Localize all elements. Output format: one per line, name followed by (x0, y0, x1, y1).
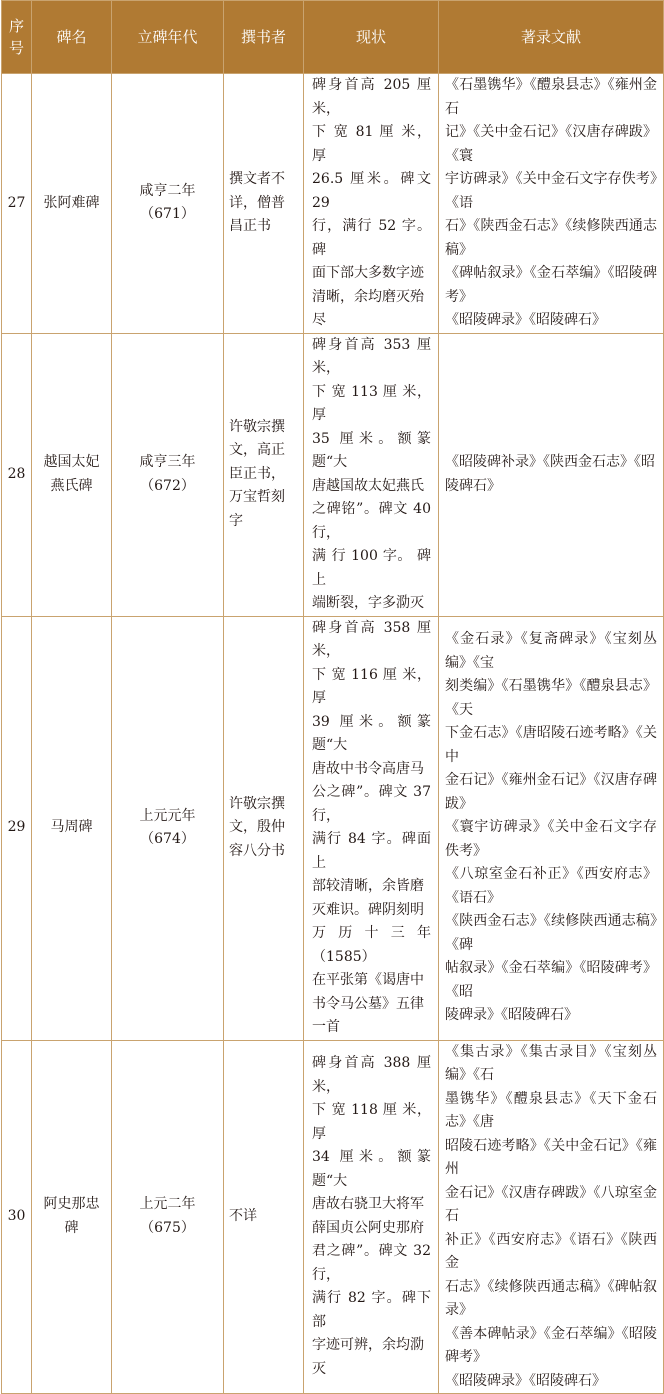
text-line: 容八分书 (229, 842, 285, 859)
text-line: 清晰，余均磨灭殆 (312, 288, 424, 305)
header-status: 现状 (304, 1, 439, 74)
text-line: 金石记》《汉唐存碑跋》《八琼室金石 (445, 1184, 657, 1224)
text-line: 君之碑”。碑文 32 行， (312, 1243, 431, 1283)
table-row (2, 616, 664, 1040)
text-line: 昭陵石迹考略》《关中金石记》《雍州 (445, 1137, 657, 1177)
text-line: 许敬宗撰 (229, 795, 285, 812)
text-line: 唐故中书令高唐马 (312, 760, 424, 777)
text-line: 撰文者不 (229, 171, 285, 187)
text-line: 燕氏碑 (50, 477, 93, 494)
cell-erection-year (112, 1040, 224, 1394)
cell-references (439, 333, 664, 616)
cell-stele-name (32, 333, 112, 616)
text-line: 详，僧普 (229, 194, 285, 211)
text-line: 薛国贞公阿史那府 (312, 1219, 424, 1236)
header-no: 序 号 (2, 1, 32, 74)
text-line: 碑身首高 388 厘米， (312, 1055, 431, 1095)
text-line: 《昭陵碑补录》《陕西金石志》《昭 (445, 454, 655, 470)
text-line: 《寰宇访碑录》《关中金石文字存佚考》 (445, 819, 657, 859)
text-line: 字迹可辨，余均泐 (312, 1337, 424, 1354)
text-line: 不详 (229, 1208, 257, 1224)
cell-status (304, 333, 439, 616)
text-line: 刻类编》《石墨镌华》《醴泉县志》《天 (445, 678, 657, 718)
text-line: 字 (229, 512, 243, 529)
text-line: 万历十三年（1585） (312, 925, 431, 965)
text-line: 张阿难碑 (43, 194, 100, 211)
text-line: 碑身首高 358 厘米， (312, 619, 431, 659)
text-line: 阿史那忠 (43, 1196, 100, 1213)
cell-stele-name (32, 1040, 112, 1394)
text-line: 上元元年 (139, 807, 196, 824)
text-line: 35 厘米。额篆题“大 (312, 430, 431, 470)
cell-status (304, 616, 439, 1040)
cell-status (304, 74, 439, 334)
text-line: 许敬宗撰 (229, 418, 285, 435)
cell-no: 29 (2, 616, 32, 1040)
text-line: 之碑铭”。碑文 40 行， (312, 501, 431, 541)
cell-references (439, 616, 664, 1040)
text-line: 《昭陵碑录》《昭陵碑石》 (445, 1372, 606, 1389)
text-line: 34 厘米。额篆题“大 (312, 1149, 431, 1189)
text-line: 上元二年 (139, 1196, 196, 1213)
cell-erection-year (112, 616, 224, 1040)
text-line: 咸亨三年 (139, 454, 196, 470)
text-line: 越国太妃 (43, 454, 100, 470)
stele-table (1, 0, 664, 1394)
text-line: 碑 (64, 1219, 79, 1236)
text-line: （671） (140, 206, 195, 223)
text-line: 金石记》《雍州金石记》《汉唐存碑跋》 (445, 772, 657, 812)
text-line: 满 行 100 字。 碑 上 (312, 548, 431, 588)
text-line: 碑身首高 353 厘米， (312, 336, 431, 376)
text-line: 满行 84 字。碑面上 (312, 831, 431, 871)
text-line: 面下部大多数字迹 (312, 265, 424, 281)
cell-author (224, 74, 304, 334)
text-line: 公之碑”。碑文 37 行， (312, 784, 431, 824)
text-line: 满行 82 字。碑下部 (312, 1290, 431, 1330)
text-line: 《八琼室金石补正》《西安府志》《语石》 (445, 866, 657, 906)
text-line: 帖叙录》《金石萃编》《昭陵碑考》《昭 (445, 960, 657, 1000)
text-line: 书令马公墓》五律 (312, 995, 424, 1012)
text-line: 行，满行 52 字。碑 (312, 218, 431, 258)
text-line: 下 宽 81 厘 米， 厚 (312, 124, 431, 164)
text-line: 石志》《续修陕西通志稿》《碑帖叙录》 (445, 1278, 657, 1318)
header-name: 碑名 (32, 1, 112, 74)
text-line: 文，殷仲 (229, 819, 285, 836)
cell-no: 27 (2, 74, 32, 334)
header-author: 撰书者 (224, 1, 304, 74)
text-line: 咸亨二年 (139, 182, 196, 199)
text-line: 灭 (312, 1360, 326, 1377)
text-line: 万宝哲刻 (229, 489, 285, 506)
text-line: 宇访碑录》《关中金石文字存佚考》《语 (445, 171, 657, 211)
text-line: （674） (140, 831, 195, 847)
text-line: 唐故右骁卫大将军 (312, 1196, 424, 1213)
text-line: 灭难识。碑阴刻明 (312, 901, 424, 918)
table-row (2, 74, 664, 334)
text-line: 文，高正 (229, 442, 285, 459)
text-line: 《碑帖叙录》《金石萃编》《昭陵碑考》 (445, 265, 657, 305)
cell-no: 30 (2, 1040, 32, 1394)
cell-references (439, 74, 664, 334)
cell-author (224, 616, 304, 1040)
text-line: 下 宽 118 厘 米， 厚 (312, 1102, 431, 1142)
text-line: 在平张第《谒唐中 (312, 972, 424, 988)
table-row (2, 333, 664, 616)
text-line: 部较清晰，余皆磨 (312, 878, 424, 894)
header-references: 著录文献 (439, 1, 664, 74)
table-row (2, 1040, 664, 1394)
text-line: 唐越国故太妃燕氏 (312, 477, 424, 494)
cell-no: 28 (2, 333, 32, 616)
text-line: （672） (140, 477, 195, 494)
text-line: 碑身首高 205 厘米， (312, 77, 431, 117)
text-line: 陵碑录》《昭陵碑石》 (445, 1007, 578, 1024)
text-line: 墨镌华》《醴泉县志》《天下金石志》《唐 (445, 1090, 657, 1130)
table-header-row (2, 1, 664, 74)
text-line: 陵碑石》 (445, 477, 501, 494)
text-line: 昌正书 (229, 218, 271, 234)
cell-erection-year (112, 74, 224, 334)
text-line: 《石墨镌华》《醴泉县志》《雍州金石 (445, 77, 657, 117)
text-line: 《集古录》《集古录目》《宝刻丛编》《石 (445, 1043, 657, 1083)
text-line: 《陕西金石志》《续修陕西通志稿》《碑 (445, 913, 657, 953)
text-line: 端断裂，字多泐灭 (312, 595, 424, 611)
cell-references (439, 1040, 664, 1394)
text-line: 26.5 厘米。碑文 29 (312, 171, 431, 211)
text-line: 《善本碑帖录》《金石萃编》《昭陵碑考》 (445, 1325, 657, 1365)
cell-stele-name (32, 74, 112, 334)
text-line: 下 宽 113 厘 米， 厚 (312, 383, 431, 423)
text-line: 《金石录》《复斋碑录》《宝刻丛编》《宝 (445, 631, 657, 671)
text-line: （675） (140, 1219, 195, 1236)
text-line: 尽 (312, 312, 326, 328)
text-line: 《昭陵碑录》《昭陵碑石》 (445, 312, 606, 328)
header-year: 立碑年代 (112, 1, 224, 74)
cell-erection-year (112, 333, 224, 616)
text-line: 39 厘米。额篆题“大 (312, 713, 431, 753)
text-line: 记》《关中金石记》《汉唐存碑跋》《寰 (445, 124, 657, 164)
text-line: 石》《陕西金石志》《续修陕西通志稿》 (445, 218, 657, 258)
text-line: 臣正书， (229, 465, 285, 482)
cell-author (224, 333, 304, 616)
text-line: 下 宽 116 厘 米， 厚 (312, 666, 431, 706)
text-line: 马周碑 (50, 819, 93, 836)
text-line: 一首 (312, 1019, 340, 1035)
cell-stele-name (32, 616, 112, 1040)
cell-status (304, 1040, 439, 1394)
text-line: 补正》《西安府志》《语石》《陕西金 (445, 1231, 657, 1271)
cell-author (224, 1040, 304, 1394)
text-line: 下金石志》《唐昭陵石迹考略》《关中 (445, 725, 657, 765)
